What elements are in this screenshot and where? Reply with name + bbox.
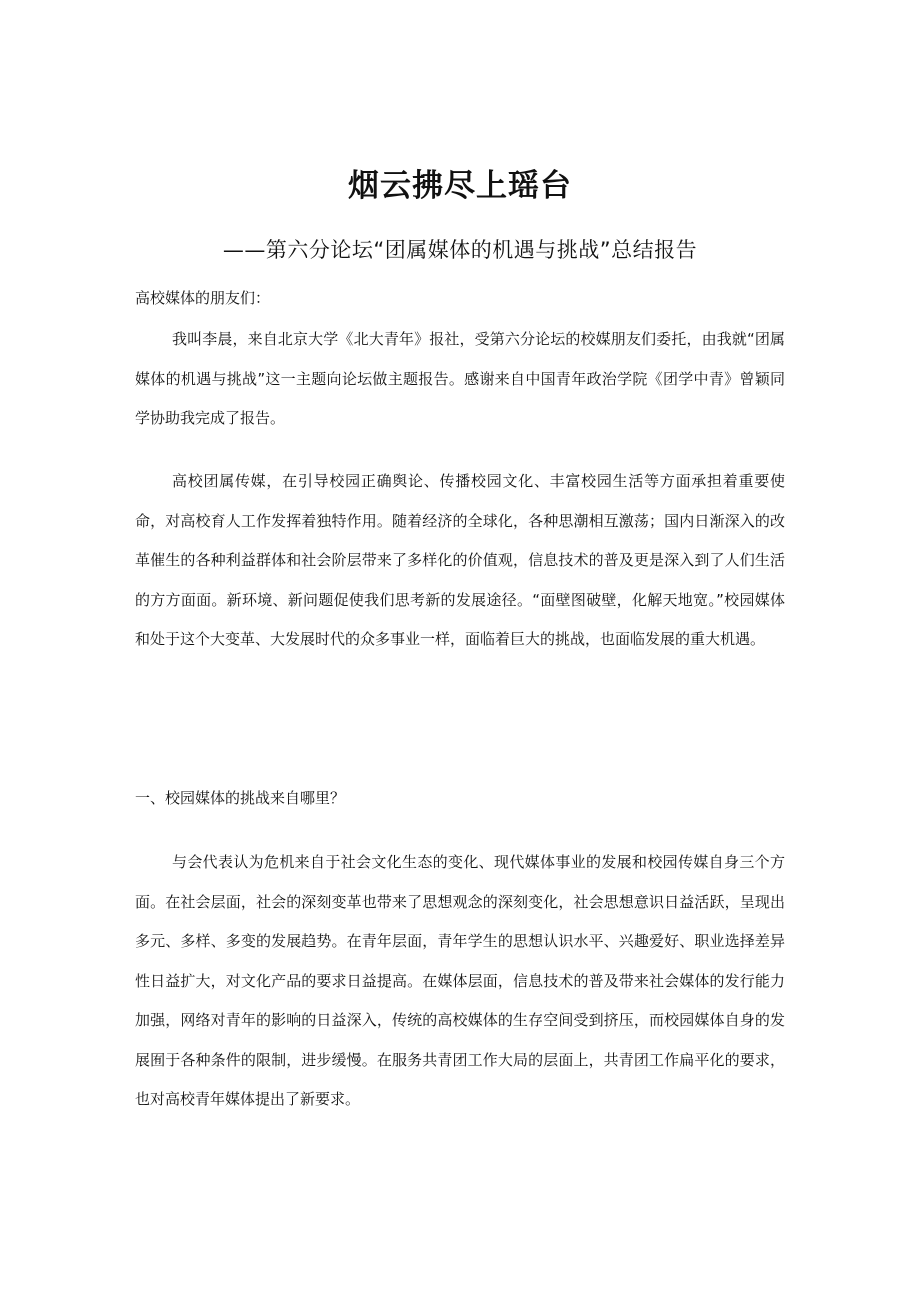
document-title: 烟云拂尽上瑶台 — [348, 168, 572, 204]
document-subtitle: ——第六分论坛“团属媒体的机遇与挑战”总结报告 — [222, 238, 698, 262]
paragraph-introduction: 我叫李晨，来自北京大学《北大青年》报社，受第六分论坛的校媒朋友们委托，由我就“团属媒体的机遇与挑战”这一主题向论坛做主题报告。感谢来自中国青年政治学院《团学中青》曾颖同学协助我完成了报告。 — [135, 330, 785, 427]
paragraph-background: 高校团属传媒，在引导校园正确舆论、传播校园文化、丰富校园生活等方面承担着重要使命，对高校育人工作发挥着独特作用。随着经济的全球化，各种思潮相互激荡；国内日渐深入的改革催生的各种利益群体和社会阶层带来了多样化的价值观，信息技术的普及更是深入到了人们生活的方方面面。新环境、新问题促使我们思考新的发展途径。“面壁图破壁，化解天地宽。”校园媒体和处于这个大变革、大发展时代的众多事业一样，面临着巨大的挑战，也面临发展的重大机遇。 — [135, 472, 785, 648]
section-heading-challenges: 一、校园媒体的挑战来自哪里？ — [135, 789, 346, 807]
greeting-line: 高校媒体的朋友们： — [135, 289, 271, 307]
paragraph-challenges: 与会代表认为危机来自于社会文化生态的变化、现代媒体事业的发展和校园传媒自身三个方面。在社会层面，社会的深刻变革也带来了思想观念的深刻变化，社会思想意识日益活跃，呈现出多元、多样、多变的发展趋势。在青年层面，青年学生的思想认识水平、兴趣爱好、职业选择差异性日益扩大，对文化产品的要求日益提高。在媒体层面，信息技术的普及带来社会媒体的发行能力加强，网络对青年的影响的日益深入，传统的高校媒体的生存空间受到挤压，而校园媒体自身的发展囿于各种条件的限制，进步缓慢。在服务共青团工作大局的层面上，共青团工作扁平化的要求，也对高校青年媒体提出了新要求。 — [135, 853, 785, 1108]
